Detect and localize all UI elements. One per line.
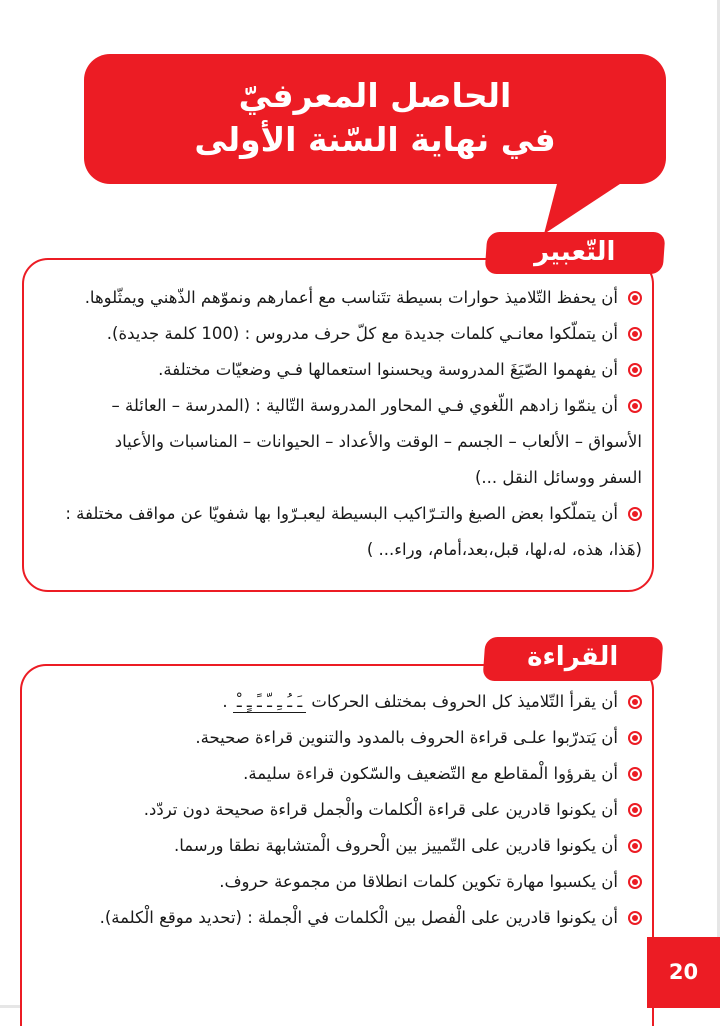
title-line-2: في نهاية السّنة الأولى [194,120,556,159]
list-item [22,756,642,792]
item-text: أن يفهموا الصّيَغَ المدروسة ويحسنوا استعمالها فـي وضعيّات مختلفة. [158,360,618,379]
item-text: أن يتملّكوا بعض الصيغ والتـرّاكيب البسيطة ليعبـرّوا بها شفويّا عن مواقف مختلفة : [65,504,618,523]
list-item [22,352,642,388]
items-list-reading [22,684,642,936]
list-item [22,496,642,568]
bullet-icon [628,911,642,925]
item-text: أن يكونوا قادرين على قراءة الْكلمات والْجمل قراءة صحيحة دون تردّد. [143,800,618,819]
page-number: 20 [647,937,720,1008]
list-item [22,828,642,864]
item-text: أن يكسبوا مهارة تكوين كلمات انطلاقا من مجموعة حروف. [219,872,618,891]
item-end-punctuation: . [222,692,228,711]
item-text: أن يقرأ التّلاميذ كل الحروف بمختلف الحركات [311,692,618,711]
item-text-continued: السفر ووسائل النقل ...) [475,468,642,487]
list-item [22,792,642,828]
item-text-continued: الأسواق – الألعاب – الجسم – الوقت والأعداد – الحيوانات – المناسبات والأعياد [114,432,642,451]
list-item [22,900,642,936]
item-text: أن يكونوا قادرين على الْفصل بين الْكلمات في الْجملة : (تحديد موقع الْكلمة). [99,908,618,927]
list-item [22,864,642,900]
bullet-icon [628,695,642,709]
bullet-icon [628,363,642,377]
section-heading-text: التّعبير [534,237,616,267]
item-text-continued: (هَذا، هذه، له،لها، قبل،بعد،أمام، وراء... ) [366,540,642,559]
items-list-expression [22,280,642,568]
list-item [22,388,642,496]
title-bubble [84,54,666,184]
section-heading-reading [482,637,663,681]
diacritic-marks: ـَ ـُ ـِ ـّ ـً ـٍ ـْ [233,692,306,713]
bullet-icon [628,507,642,521]
list-item [22,316,642,352]
item-text: أن يكونوا قادرين على التّمييز بين الْحروف الْمتشابهة نطقا ورسما. [173,836,618,855]
bullet-icon [628,839,642,853]
bullet-icon [628,399,642,413]
item-text: أن يتملّكوا معانـي كلمات جديدة مع كلّ حرف مدروس : (100 كلمة جديدة). [106,324,618,343]
bullet-icon [628,291,642,305]
item-text: أن يقرؤوا الْمقاطع مع التّضعيف والسّكون قراءة سليمة. [243,764,618,783]
item-text: أن ينمّوا زادهم اللّغوي فـي المحاور المدروسة التّالية : (المدرسة – العائلة – [111,396,618,415]
list-item [22,684,642,720]
bullet-icon [628,327,642,341]
title-line-1: الحاصل المعرفيّ [238,76,512,115]
bullet-icon [628,875,642,889]
item-text: أن يَتدرّبوا علـى قراءة الحروف بالمدود والتنوين قراءة صحيحة. [195,728,618,747]
section-heading-expression [485,232,666,274]
list-item [22,280,642,316]
section-heading-text: القراءة [527,642,619,672]
item-text: أن يحفظ التّلاميذ حوارات بسيطة تتَناسب مع أعمارهم ونموّهم الذّهني ويمثّلوها. [84,288,618,307]
bullet-icon [628,731,642,745]
list-item [22,720,642,756]
bullet-icon [628,803,642,817]
bullet-icon [628,767,642,781]
